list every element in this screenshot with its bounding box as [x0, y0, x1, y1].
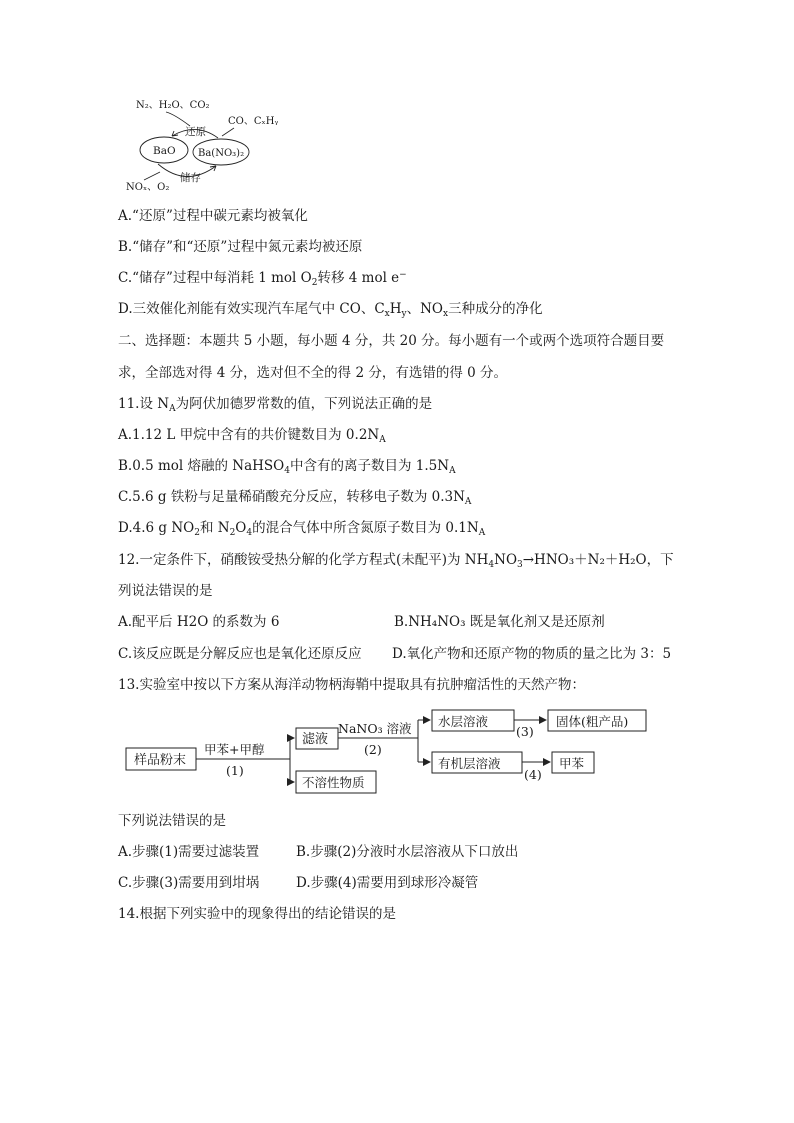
- toluene-label: 甲苯: [559, 756, 585, 771]
- q12-option-b: B.NH₄NO₃ 既是氧化剂又是还原剂: [394, 614, 605, 630]
- q12-option-a: A.配平后 H2O 的系数为 6: [118, 614, 280, 630]
- q11-option-b: B.0.5 mol 熔融的 NaHSO$_4$中含有的离子数目为 $1.5N_A$: [118, 458, 456, 476]
- step2-label: (2): [364, 742, 382, 757]
- step3-label: (3): [516, 724, 534, 739]
- q11-option-c: C.5.6 g 铁粉与足量稀硝酸充分反应，转移电子数为 $0.3N_A$: [118, 489, 472, 507]
- q13-extraction-flowchart: [118, 702, 678, 802]
- q13-option-c: C.步骤(3)需要用到坩埚: [118, 875, 260, 891]
- q11-option-a: A.1.12 L 甲烷中含有的共价键数目为 $0.2N_A$: [118, 427, 386, 445]
- section2-instructions-line2: 求，全部选对得 4 分，选对但不全的得 2 分，有选错的得 0 分。: [118, 365, 508, 381]
- q12-stem-continued: 列说法错误的是: [118, 583, 213, 599]
- q13-option-a: A.步骤(1)需要过滤装置: [118, 844, 260, 860]
- q12-option-c: C.该反应既是分解反应也是氧化还原反应: [118, 646, 362, 662]
- q10-option-c: C.“储存”过程中每消耗 1 mol $O_2$转移 4 mol e−: [118, 270, 407, 288]
- inputs-label: NOₓ、O₂: [126, 182, 170, 193]
- organic-layer-label: 有机层溶液: [438, 756, 501, 771]
- reductants-in-arrow: [222, 128, 234, 136]
- bao-label: BaO: [153, 145, 176, 157]
- step1-label: (1): [226, 763, 244, 778]
- ba-nitrate-label: Ba(NO₃)₂: [198, 148, 245, 159]
- q12-stem: 12.一定条件下，硝酸铵受热分解的化学方程式(未配平)为 $NH_4NO_3\to HNO_3+N_2+H_2O$，下: [118, 552, 674, 570]
- q11-stem: 11.设 $N_A$为阿伏加德罗常数的值，下列说法正确的是: [118, 396, 433, 414]
- aqueous-layer-label: 水层溶液: [438, 714, 489, 729]
- step4-label: (4): [524, 767, 542, 782]
- store-label: 储存: [180, 172, 201, 184]
- q10-option-d: D.三效催化剂能有效实现汽车尾气中 CO、$C_xH_y$、$NO_x$三种成分的净化: [118, 301, 543, 319]
- q13-prompt: 下列说法错误的是: [118, 813, 226, 829]
- q12-option-d: D.氧化产物和还原产物的物质的量之比为 3：5: [392, 646, 672, 662]
- inputs-in-arrow: [144, 172, 160, 180]
- bao-storage-reduction-cycle-diagram: [118, 92, 288, 202]
- q10-option-a: A.“还原”过程中碳元素均被氧化: [118, 208, 308, 224]
- products-out-arrow: [166, 112, 190, 126]
- sample-powder-label: 样品粉末: [134, 753, 187, 768]
- q10-option-b: B.“储存”和“还原”过程中氮元素均被还原: [118, 239, 363, 255]
- solvent-label: 甲苯+甲醇: [204, 742, 265, 757]
- reductants-label: CO、CₓHᵧ: [228, 116, 279, 127]
- solid-product-label: 固体(粗产品): [556, 714, 629, 729]
- q14-stem: 14.根据下列实验中的现象得出的结论错误的是: [118, 906, 396, 922]
- section2-instructions-line1: 二、选择题：本题共 5 小题，每小题 4 分，共 20 分。每小题有一个或两个选项符合题目要: [118, 333, 665, 349]
- top-products-label: N₂、H₂O、CO₂: [136, 100, 210, 111]
- insoluble-label: 不溶性物质: [302, 775, 365, 790]
- reduce-label: 还原: [185, 126, 206, 138]
- q11-option-d: D.4.6 g $NO_2$和 $N_2O_4$的混合气体中所含氮原子数目为 $0.1N_A$: [118, 520, 486, 538]
- q13-option-d: D.步骤(4)需要用到球形冷凝管: [296, 875, 479, 891]
- filtrate-label: 滤液: [302, 732, 329, 747]
- q13-stem: 13.实验室中按以下方案从海洋动物柄海鞘中提取具有抗肿瘤活性的天然产物：: [118, 677, 585, 693]
- nano3-label: NaNO₃ 溶液: [338, 721, 412, 736]
- q13-option-b: B.步骤(2)分液时水层溶液从下口放出: [296, 844, 519, 860]
